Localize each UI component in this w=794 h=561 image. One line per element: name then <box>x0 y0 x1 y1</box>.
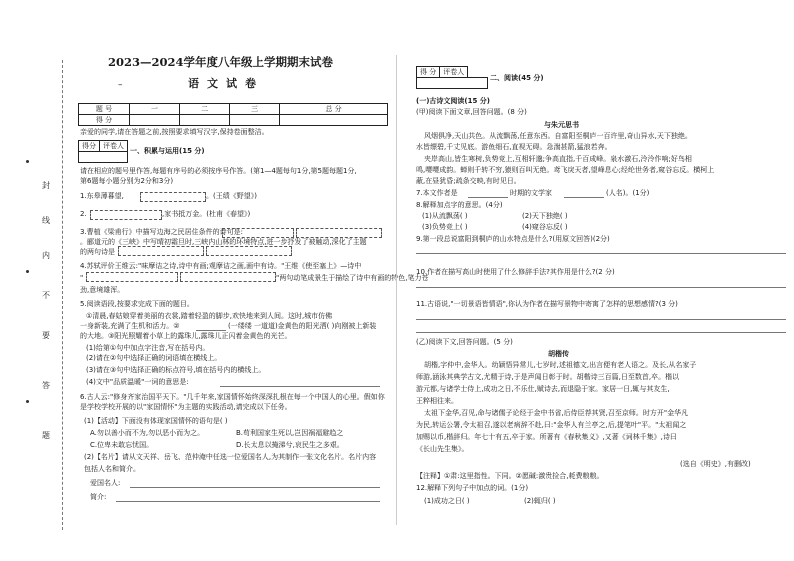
exam-title: 2023—2024学年度八年级上学期期末试卷 <box>108 55 334 69</box>
passage-line-3: 夹岸高山,皆生寒树,负势竞上,互相轩邈;争高直指,千百成峰。泉水激石,泠泠作响;好鸟相 <box>424 155 692 163</box>
section1-title: 一、积累与运用(15 分) <box>130 147 205 155</box>
intro-text: 亲爱的同学,请在答题之前,按照要求填写汉字,保持卷面整洁。 <box>80 128 269 136</box>
section2-title: 二、阅读(45 分) <box>490 74 544 82</box>
answer-grid-q3b[interactable] <box>296 228 382 238</box>
passage-title: 与朱元思书 <box>544 120 579 129</box>
q11-answer-line-1[interactable] <box>416 319 786 320</box>
q7-blank-2[interactable] <box>564 197 604 198</box>
grader-box-blank[interactable] <box>78 151 128 163</box>
binding-hole <box>26 270 29 273</box>
margin-char: 要 <box>42 331 50 340</box>
q5-passage-3: (一缕缕 一道道)金黄色的阳光洒( )向刚被上新装 <box>228 322 377 330</box>
passage2-line-1: 胡楷,字仲中,金华人。幼颖悟异常儿,七岁时,述祖德文,出言便有老人语之。及长,从名家子 <box>424 361 697 369</box>
score-cell[interactable] <box>280 115 388 126</box>
question-6: 6.古人云:"修身齐家治国平天下。"几千年来,家国情怀始终深深扎根在每一个中国人的心里。假如你 <box>80 393 385 401</box>
passage-line-1: 风烟俱净,天山共色。从流飘荡,任意东西。自富阳至桐庐一百许里,奇山异水,天下独绝。 <box>424 132 692 140</box>
subject-title: 语文试卷 <box>188 77 264 90</box>
section1-instructions-2: 第6题每小题分别为2分和3分) <box>80 177 174 185</box>
answer-grid-q3c[interactable] <box>118 246 204 256</box>
score-cell[interactable] <box>130 115 180 126</box>
question-4: 4.苏轼评价王维云:"味摩诘之诗,诗中有画;观摩诘之画,画中有诗。"王维《使至塞上》—诗中 <box>80 262 362 270</box>
passage2-line-3: 游元都,与诸学士侍上,成功之日,不乐仕,赋诗去,而退隐于家。家居一日,辄与其友生, <box>416 385 670 393</box>
answer-grid-q4a[interactable] <box>86 272 178 282</box>
grader-score-label-2: 得 分 <box>417 67 440 77</box>
score-header-cell: 总 分 <box>280 104 388 115</box>
question-7: 7.本文作者是 <box>416 189 458 197</box>
question-10: 10.作者在描写高山时使用了什么修辞手法?其作用是什么?(2 分) <box>416 268 615 276</box>
margin-char: 线 <box>42 216 50 225</box>
q2-source: ,家书抵万金。(杜甫《春望》) <box>162 210 251 218</box>
q5-passage-1: ①清晨,春姑娘穿着美丽的衣裳,踏着轻盈的脚步,欢快地来到人间。这时,城市仿佛 <box>86 312 333 320</box>
score-header-cell: 二 <box>180 104 230 115</box>
question-8: 8.解释加点字的意思。(4分) <box>416 201 503 209</box>
question-5: 5.阅读语段,按要求完成下面的题目。 <box>80 300 194 308</box>
page-divider <box>396 55 397 525</box>
q6-option-b[interactable]: B.苟利国家生死以,岂因祸福避趋之 <box>236 429 344 437</box>
q8-item-3[interactable]: (3)负势竞上( ) <box>422 223 468 231</box>
q5-part-c: (3)请在③句中选择正确的标点符号,填在括号内的横线上。 <box>86 366 266 374</box>
question-9: 9.第一段总说富阳到桐庐的山水特点是什么?(用原文回答)(2分) <box>416 235 610 243</box>
answer-grid-q4b[interactable] <box>180 272 276 282</box>
binding-line <box>62 60 63 530</box>
passage-line-5: 蔽,在昼犹昏;疏条交映,有时见日。 <box>416 177 521 185</box>
passage2-line-5: 太祖下金华,召见,命与诸儒子论经于金中书省,后侍臣荐其贤,召至京师。时方开"金华凡 <box>424 409 689 417</box>
question-2: 2. <box>80 210 87 218</box>
q6-part-2b: 包括人名和简介。 <box>84 465 140 473</box>
passage2-line-6: 为民,转运公署,令太祖召,遂以老病辞不赴,曰:"金华人有兰亭之,后,提笔叶"平。"太祖闻之 <box>416 421 687 429</box>
question-3-line2: 。郦道元的《三峡》中写晴初霜旦时,三峡内山林的环境特点,进一步抒发了被触动,深化了主题 <box>80 238 367 246</box>
q6-name-label: 爱国名人: <box>90 479 121 487</box>
passage2-title: 胡楷传 <box>548 349 569 358</box>
q8-item-1[interactable]: (1)从流飘荡( ) <box>422 212 468 220</box>
margin-char: 题 <box>42 431 50 440</box>
binding-hole <box>26 160 29 163</box>
q12-item-2[interactable]: (2)辄归( ) <box>524 497 556 505</box>
q1-source: 。(王绩《野望》) <box>206 192 257 200</box>
grader-score-label: 得分 <box>79 141 100 151</box>
question-7c: (人名)。(1分) <box>606 189 650 197</box>
q6-intro-label: 简介: <box>90 493 107 501</box>
grader-name-label: 评卷人 <box>103 142 124 150</box>
q5-blank[interactable] <box>196 330 226 331</box>
q5-part-d: (4)文中"品质温暖"一词的意思是: <box>86 378 189 386</box>
q5-part-a: (1)给第①句中加点字注音,写在括号内。 <box>86 344 210 352</box>
part1-b: (乙)阅读下文,回答问题。(5 分) <box>416 338 513 346</box>
margin-char: 内 <box>42 251 50 260</box>
q6-name-line[interactable] <box>130 487 380 488</box>
question-12: 12.解释下列句子中加点的词。(1分) <box>416 484 529 492</box>
q12-item-1[interactable]: (1)成功之日( ) <box>424 497 470 505</box>
q6-option-d[interactable]: D.长太息以掩涕兮,哀民生之多艰。 <box>236 441 344 449</box>
q6-part-2: (2)【名片】请从文天祥、岳飞、范仲淹中任选一位爱国名人,为其制作一张文化名片。名片内容 <box>84 453 377 461</box>
binding-hole <box>26 400 29 403</box>
answer-grid-q1[interactable] <box>140 192 206 202</box>
passage2-source: (选自《明史》,有删改) <box>680 460 751 468</box>
passage-line-4: 鸣,嘤嘤成韵。蝉则千转不穷,猿则百叫无绝。鸢飞戾天者,望峰息心;经纶世务者,窥谷忘反。横柯上 <box>416 166 715 174</box>
q9-answer-line[interactable] <box>416 253 786 254</box>
q6-option-c[interactable]: C.位卑未敢忘忧国。 <box>90 441 154 449</box>
q8-item-4[interactable]: (4)窥谷忘反( ) <box>522 223 568 231</box>
margin-char: 不 <box>42 291 50 300</box>
passage2-line-8: 《长山先生集》。 <box>416 445 469 453</box>
q5-part-b: (2)请在②句中选择正确的词语填在横线上。 <box>86 354 222 362</box>
answer-grid-q2[interactable] <box>90 210 162 220</box>
question-3: 3.曹植《梁甫行》中描写边海之民居住条件的诗句是: <box>80 228 244 236</box>
q5-passage-4: 的大地。③阳光照耀着小草上的露珠儿,露珠儿正闪着金黄色的光芒。 <box>80 332 292 340</box>
part1-a: (甲)阅读下面文章,回答问题。(8 分) <box>416 108 527 116</box>
margin-char: 答 <box>42 381 50 390</box>
score-row-label: 得 分 <box>79 115 130 126</box>
score-header-cell: 题 号 <box>79 104 130 115</box>
answer-grid-q3d[interactable] <box>206 246 292 256</box>
question-1: 1.东皋薄暮望, <box>80 192 124 200</box>
q5-passage-2: 一身新装,充满了生机和活力。② <box>80 322 180 330</box>
score-header-cell: 三 <box>230 104 280 115</box>
question-11: 11.古语说,"一切景语皆情语",你认为作者在描写景物中寄寓了怎样的思想感情?(3 分) <box>416 300 678 308</box>
passage2-line-2: 师游,涵泳其典学古文,尤精于诗,于是声闻日彰于时。胡楷诗三百篇,日至数首,卒。楷以 <box>416 373 680 381</box>
q7-blank-1[interactable] <box>468 197 508 198</box>
score-cell[interactable] <box>180 115 230 126</box>
dash-mark: – <box>118 80 123 90</box>
margin-char: 封 <box>42 181 50 190</box>
question-4-quote: " <box>80 274 84 282</box>
q10-answer-line[interactable] <box>416 287 786 288</box>
q11-answer-line-2[interactable] <box>416 332 786 333</box>
question-3-line3: 的两句诗是 <box>80 248 115 256</box>
score-header-cell: 一 <box>130 104 180 115</box>
q5-answer-line[interactable] <box>220 386 380 387</box>
q6-option-a[interactable]: A.勿以善小而不为,勿以恶小而为之。 <box>90 429 205 437</box>
q6-part-1: (1)【活动】下面没有体现家国情怀的语句是( ) <box>84 417 228 425</box>
part1-title: (一)古诗文阅读(15 分) <box>416 97 490 105</box>
passage2-line-4: 王粹相往来。 <box>416 397 458 405</box>
passage-line-2: 水皆缥碧,千丈见底。游鱼细石,直视无碍。急湍甚箭,猛浪若奔。 <box>416 143 612 151</box>
answer-grid-q3a[interactable] <box>222 228 294 238</box>
question-6-line2: 是学校学校开展的以"家国情怀"为主题的实践活动,请完成以下任务。 <box>80 403 292 411</box>
grader-box-2-blank[interactable] <box>416 77 488 89</box>
score-cell[interactable] <box>230 115 280 126</box>
passage2-notes: 【注释】①肃:这里指性。下同。②愿碱:激贵捡合,耗费粮粮。 <box>416 472 604 480</box>
right-page <box>398 0 794 561</box>
passage2-line-7: 加赐以币,楷辞归。年七十有五,卒于家。所著有《春秋集义》,又著《词林千集》,诗曰 <box>416 433 677 441</box>
question-4-line3: 劲,意境雄浑。 <box>80 286 125 294</box>
grader-name-label-2: 评卷人 <box>443 68 465 76</box>
question-7b: 时期的文学家 <box>510 189 552 197</box>
question-4-line2: "两句动笔成景生于描绘了诗中有画的特色,笔力苍 <box>276 274 429 282</box>
score-table <box>78 103 388 126</box>
section1-instructions: 请在相应的题号里作答,每题有序号的必须按序号作答。(第1—4题每句1分,第5题每题1分, <box>80 167 357 175</box>
q6-intro-line[interactable] <box>116 501 380 502</box>
q8-item-2[interactable]: (2)天下独绝( ) <box>522 212 568 220</box>
